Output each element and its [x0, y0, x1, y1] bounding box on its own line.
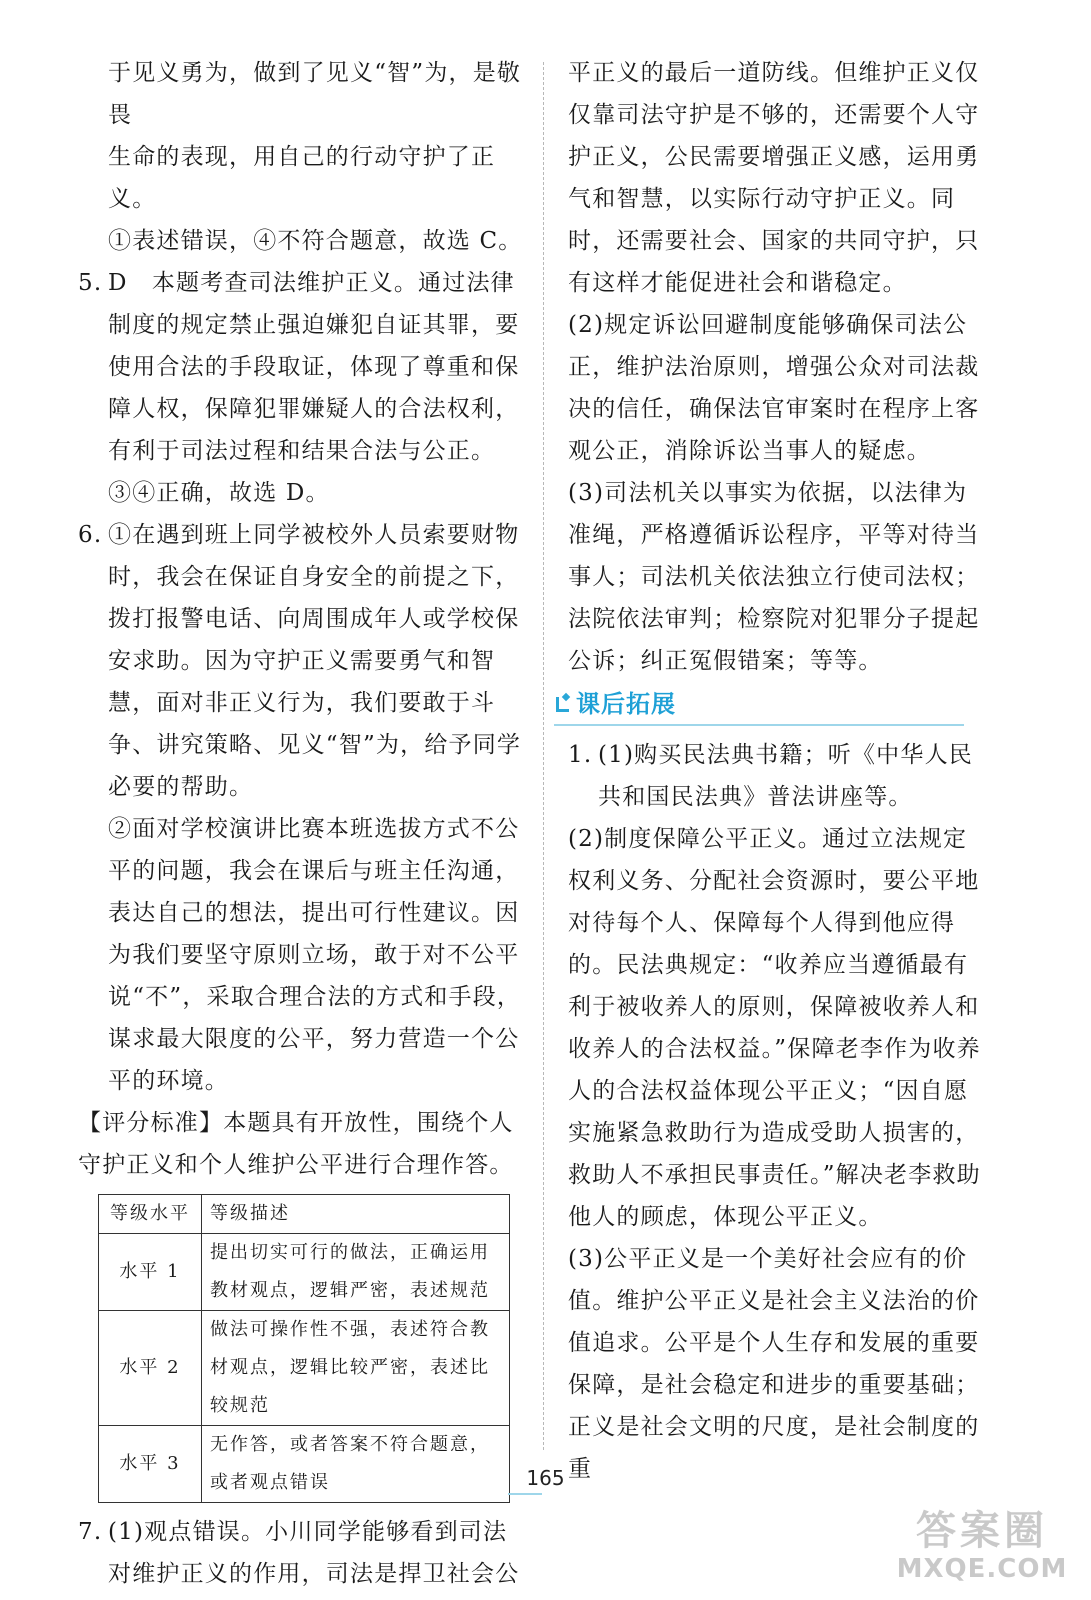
extension-answer-1: (1)购买民法典书籍；听《中华人民共和国民法典》普法讲座等。	[598, 742, 973, 810]
header-level: 等级水平	[99, 1195, 202, 1234]
question-6	[78, 514, 523, 1102]
section-marker-icon	[554, 693, 572, 715]
grade-table-header	[99, 1195, 510, 1234]
level-cell: 水平 3	[99, 1426, 202, 1503]
intro-line-2: 生命的表现，用自己的行动守护了正义。	[108, 144, 496, 212]
table-row	[99, 1311, 510, 1426]
extension-answer-2: (2)制度保障公平正义。通过立法规定权利义务、分配社会资源时，要公平地对待每个人、保障每个人得到他应得的。民法典规定：“收养应当遵循最有利于被收养人的原则，保障被收养人和收养人的合法权益。”保障老李作为收养人的合法权益体现公平正义；“因自愿实施紧急救助行为造成受助人损害的，救助人不承担民事责任。”解决老李救助他人的顾虑，体现公平正义。	[568, 826, 981, 1230]
grade-table	[98, 1194, 510, 1503]
question-7-continued: 平正义的最后一道防线。但维护正义仅仅靠司法守护是不够的，还需要个人守护正义，公民需要增强正义感，运用勇气和智慧，以实际行动守护正义。同时，还需要社会、国家的共同守护，只有这样才能促进社会和谐稳定。	[568, 60, 980, 296]
extension-answer-3: (3)公平正义是一个美好社会应有的价值。维护公平正义是社会主义法治的价值追求。公平是个人生存和发展的重要保障，是社会稳定和进步的重要基础；正义是社会文明的尺度，是社会制度的重	[568, 1246, 980, 1482]
description-cell: 做法可操作性不强，表述符合教材观点，逻辑比较严密，表述比较规范	[202, 1311, 510, 1426]
level-cell: 水平 1	[99, 1234, 202, 1311]
watermark-logo	[887, 1508, 1077, 1590]
extension-question-1	[568, 734, 988, 818]
watermark-text-top: 答案圈	[916, 1508, 1048, 1554]
question-6-part-1: ①在遇到班上同学被校外人员索要财物时，我会在保证自身安全的前提之下，拨打报警电话、向周围成年人或学校保安求助。因为守护正义需要勇气和智慧，面对非正义行为，我们要敢于斗争、讲究策略、见义“智”为，给予同学必要的帮助。	[108, 522, 522, 800]
left-column	[78, 52, 523, 1595]
section-title: 课后拓展	[576, 690, 676, 718]
table-row	[99, 1234, 510, 1311]
question-5	[78, 262, 523, 514]
question-7-number: 7.	[78, 1519, 103, 1545]
question-5-answer: D 本题考查司法维护正义。通过法律制度的规定禁止强迫嫌犯自证其罪，要使用合法的手段取证，体现了尊重和保障人权，保障犯罪嫌疑人的合法权利，有利于司法过程和结果合法与公正。③④正确，故选 D。	[108, 270, 520, 506]
question-7-part-2: (2)规定诉讼回避制度能够确保司法公正，维护法治原则，增强公众对司法裁决的信任，确保法官审案时在程序上客观公正，消除诉讼当事人的疑虑。	[568, 312, 980, 464]
question-7	[78, 1511, 523, 1595]
question-7-part-3: (3)司法机关以事实为依据，以法律为准绳，严格遵循诉讼程序，平等对待当事人；司法机关依法独立行使司法权；法院依法审判；检察院对犯罪分子提起公诉；纠正冤假错案；等等。	[568, 480, 980, 674]
section-header	[554, 684, 964, 726]
intro-line-3: ①表述错误，④不符合题意，故选 C。	[108, 228, 523, 254]
intro-line-1: 于见义勇为，做到了见义“智”为，是敬畏	[108, 60, 522, 128]
scoring-standard: 【评分标准】本题具有开放性，围绕个人守护正义和个人维护公平进行合理作答。	[78, 1110, 514, 1178]
question-5-number: 5.	[78, 270, 103, 296]
header-description: 等级描述	[202, 1195, 510, 1234]
level-cell: 水平 2	[99, 1311, 202, 1426]
watermark-text-bottom: MXQE.COM	[896, 1554, 1068, 1584]
description-cell: 提出切实可行的做法，正确运用教材观点，逻辑严密，表述规范	[202, 1234, 510, 1311]
page-number: 165	[526, 1466, 565, 1490]
question-7-part-1: (1)观点错误。小川同学能够看到司法对维护正义的作用，司法是捍卫社会公	[108, 1519, 520, 1587]
column-divider	[543, 62, 544, 1450]
question-6-part-2: ②面对学校演讲比赛本班选拔方式不公平的问题，我会在课后与班主任沟通，表达自己的想法，提出可行性建议。因为我们要坚守原则立场，敢于对不公平说“不”，采取合理合法的方式和手段，谋求最大限度的公平，努力营造一个公平的环境。	[108, 816, 522, 1094]
page-number-underline	[508, 1493, 542, 1495]
right-column	[568, 52, 988, 1490]
description-cell: 无作答，或者答案不符合题意，或者观点错误	[202, 1426, 510, 1503]
question-6-number: 6.	[78, 522, 103, 548]
table-row	[99, 1426, 510, 1503]
extension-question-1-number: 1.	[568, 742, 593, 768]
